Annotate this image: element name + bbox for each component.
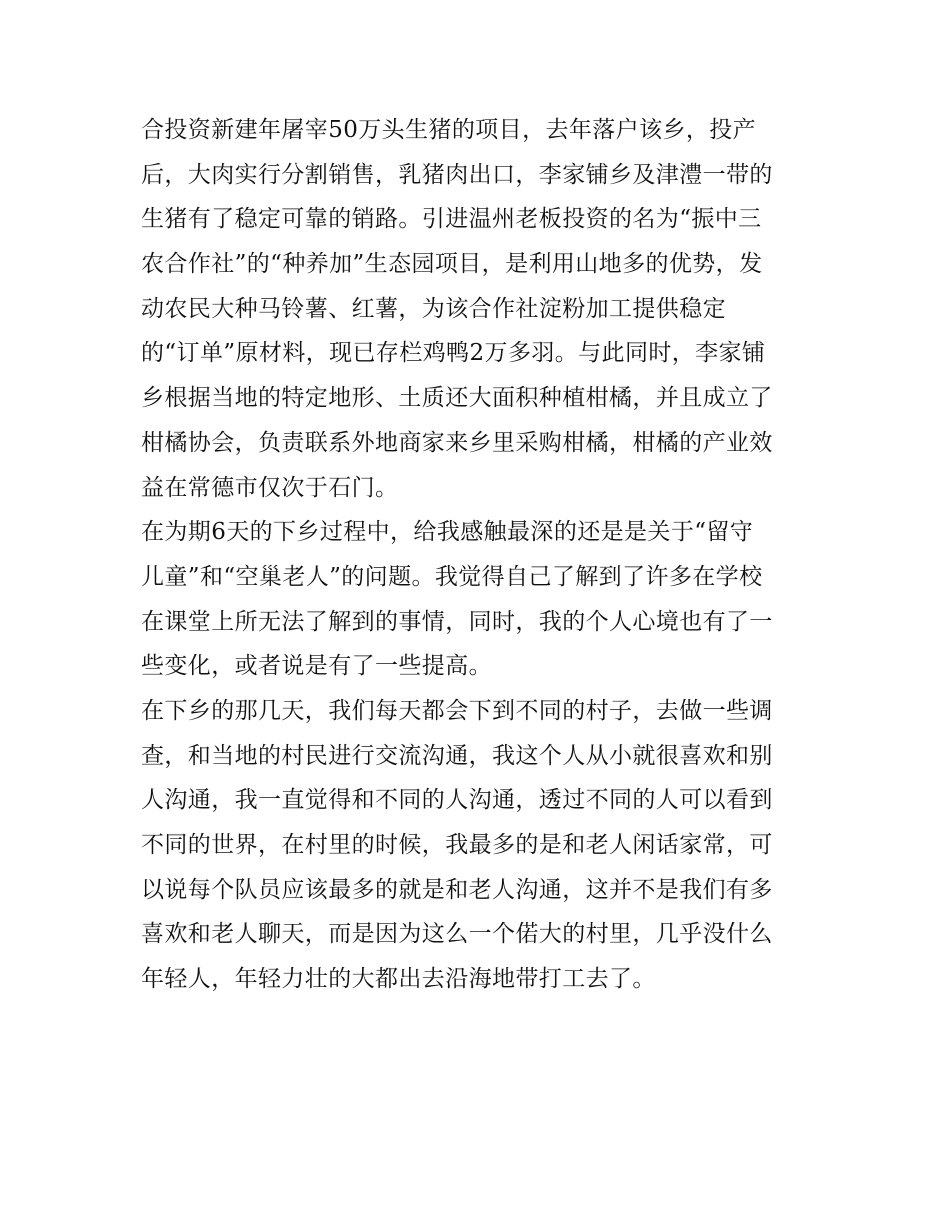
- text-line: 动农民大种马铃薯、红薯，为该合作社淀粉加工提供稳定: [141, 295, 726, 322]
- text-line: 农合作社”的“种养加”生态园项目，是利用山地多的优势，发: [141, 251, 763, 278]
- text-line: 在下乡的那几天，我们每天都会下到不同的村子，去做一些调: [141, 697, 773, 724]
- text-line: 益在常德市仅次于石门。: [141, 474, 399, 501]
- text-line: 柑橘协会，负责联系外地商家来乡里采购柑橘，柑橘的产业效: [141, 429, 773, 456]
- text-line: 后，大肉实行分割销售，乳猪肉出口，李家铺乡及津澧一带的: [141, 161, 773, 188]
- text-line: 喜欢和老人聊天，而是因为这么一个偌大的村里，几乎没什么: [141, 921, 773, 948]
- text-line: 在课堂上所无法了解到的事情，同时，我的个人心境也有了一: [141, 608, 773, 635]
- text-line: 的“订单”原材料，现已存栏鸡鸭2万多羽。与此同时，李家铺: [141, 340, 766, 367]
- text-line: 以说每个队员应该最多的就是和老人沟通，这并不是我们有多: [141, 876, 773, 903]
- text-line: 些变化，或者说是有了一些提高。: [141, 653, 492, 680]
- text-line: 在为期6天的下乡过程中，给我感触最深的还是是关于“留守: [141, 519, 754, 546]
- text-line: 年轻人，年轻力壮的大都出去沿海地带打工去了。: [141, 966, 656, 993]
- text-line: 人沟通，我一直觉得和不同的人沟通，透过不同的人可以看到: [141, 787, 773, 814]
- text-line: 乡根据当地的特定地形、土质还大面积种植柑橘，并且成立了: [141, 385, 773, 412]
- text-line: 儿童”和“空巢老人”的问题。我觉得自己了解到了许多在学校: [141, 563, 763, 590]
- text-line: 查，和当地的村民进行交流沟通，我这个人从小就很喜欢和别: [141, 742, 773, 769]
- text-line: 不同的世界，在村里的时候，我最多的是和老人闲话家常，可: [141, 832, 773, 858]
- document-body: [141, 108, 831, 1002]
- text-line: 合投资新建年屠宰50万头生猪的项目，去年落户该乡，投产: [141, 117, 757, 143]
- text-line: 生猪有了稳定可靠的销路。引进温州老板投资的名为“振中三: [141, 206, 762, 233]
